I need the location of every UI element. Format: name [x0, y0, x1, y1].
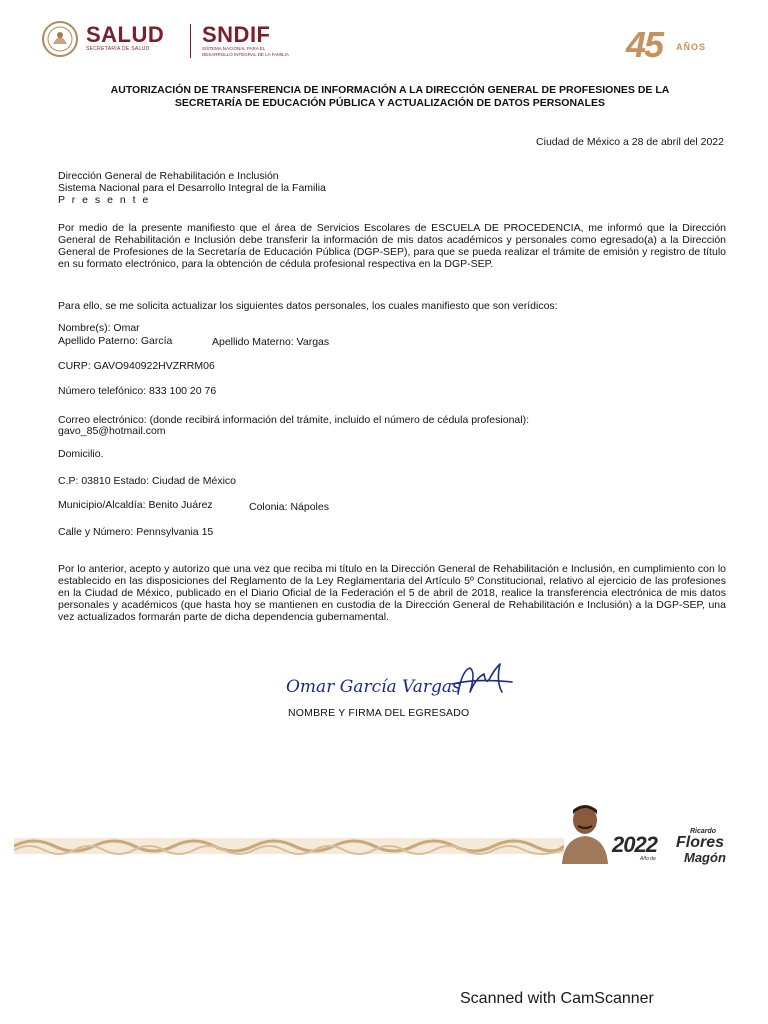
footer-year: 2022 [612, 832, 657, 857]
field-apellido-materno: Apellido Materno: Vargas [212, 336, 330, 348]
field-cp-estado: C.P: 03810 Estado: Ciudad de México [58, 475, 237, 487]
field-apellido-paterno: Apellido Paterno: García [58, 335, 173, 347]
city-date: Ciudad de México a 28 de abril del 2022 [536, 136, 724, 148]
portrait-illustration [556, 800, 614, 864]
footer-flores: Flores [676, 834, 725, 851]
footer-magon: Magón [684, 850, 726, 865]
addressee-block [58, 170, 658, 206]
svg-text:Omar García Vargas: Omar García Vargas [286, 677, 461, 697]
addressee-line-3: P r e s e n t e [58, 194, 151, 206]
field-telefono: Número telefónico: 833 100 20 76 [58, 385, 217, 397]
signature-label: NOMBRE Y FIRMA DEL EGRESADO [288, 707, 470, 719]
mexico-coat-of-arms-seal [40, 20, 80, 58]
header-divider [190, 24, 191, 58]
sndif-logo-subtitle: SISTEMA NACIONAL PARA EL DESARROLLO INTEGRAL DE LA FAMILIA [202, 46, 289, 57]
document-title [70, 84, 710, 110]
paragraph-2: Para ello, se me solicita actualizar los siguientes datos personales, los cuales manifiesto que son verídicos: [58, 300, 558, 312]
field-nombre: Nombre(s): Omar [58, 322, 140, 334]
footer-anio-de: Año de [640, 856, 656, 862]
salud-logo-text: SALUD [86, 22, 165, 47]
field-colonia: Colonia: Nápoles [249, 501, 329, 513]
footer-ricardo: Ricardo [690, 828, 717, 835]
paragraph-3: Por lo anterior, acepto y autorizo que una vez que reciba mi título en la Dirección General de Rehabilitación e Inclusión, en cumplimiento con lo establecido en las disposiciones del Reglamento de la Ley Reglamentaria del Artículo 5º Constitucional, relativo al ejercicio de las profesiones en la Ciudad de México, publicado en el Diario Oficial de la Federación el 5 de abril de 2018, realice la transferencia electrónica de mis datos personales y académicos (que hasta hoy se mantienen en custodia de la Dirección General de Rehabilitación e Inclusión) a la DGP-SEP, una vez actualizados formarán parte de dicha dependencia gubernamental. [58, 563, 726, 623]
document-title-line-2: SECRETARÍA DE EDUCACIÓN PÚBLICA Y ACTUALIZACIÓN DE DATOS PERSONALES [174, 97, 606, 109]
anniversary-logo-number: 45 [626, 24, 663, 65]
anniversary-logo-word: AÑOS [676, 42, 707, 52]
scanner-watermark: Scanned with CamScanner [460, 990, 654, 1007]
paragraph-1: Por medio de la presente manifiesto que el área de Servicios Escolares de ESCUELA DE PROCEDENCIA, me informó que la Dirección General de Rehabilitación e Inclusión debe transferir la información de mis datos académicos y personales como egresado(a) a la Dirección General de Profesiones de la Secretaría de Educación Pública (DGP-SEP), para que se pueda realizar el trámite de emisión y registro de título en su formato electrónico, para la obtención de cédula profesional respectiva en la DGP-SEP. [58, 222, 726, 270]
field-curp: CURP: GAVO940922HVZRRM06 [58, 360, 215, 372]
field-correo-label: Correo electrónico: (donde recibirá información del trámite, incluido el número de cédula profesional): [58, 414, 529, 426]
field-municipio: Municipio/Alcaldía: Benito Juárez [58, 499, 213, 511]
addressee-line-2: Sistema Nacional para el Desarrollo Integral de la Familia [58, 182, 326, 194]
addressee-line-1: Dirección General de Rehabilitación e Inclusión [58, 170, 279, 182]
document-title-line-1: AUTORIZACIÓN DE TRANSFERENCIA DE INFORMACIÓN A LA DIRECCIÓN GENERAL DE PROFESIONES DE LA [110, 84, 670, 96]
sndif-logo-text: SNDIF [202, 22, 271, 47]
decorative-footer-banner [14, 832, 564, 860]
field-calle: Calle y Número: Pennsylvania 15 [58, 526, 214, 538]
field-correo-value: gavo_85@hotmail.com [58, 425, 166, 437]
field-domicilio: Domicilio. [58, 448, 104, 460]
handwritten-signature [280, 652, 520, 712]
salud-logo-subtitle: SECRETARÍA DE SALUD [86, 46, 150, 52]
